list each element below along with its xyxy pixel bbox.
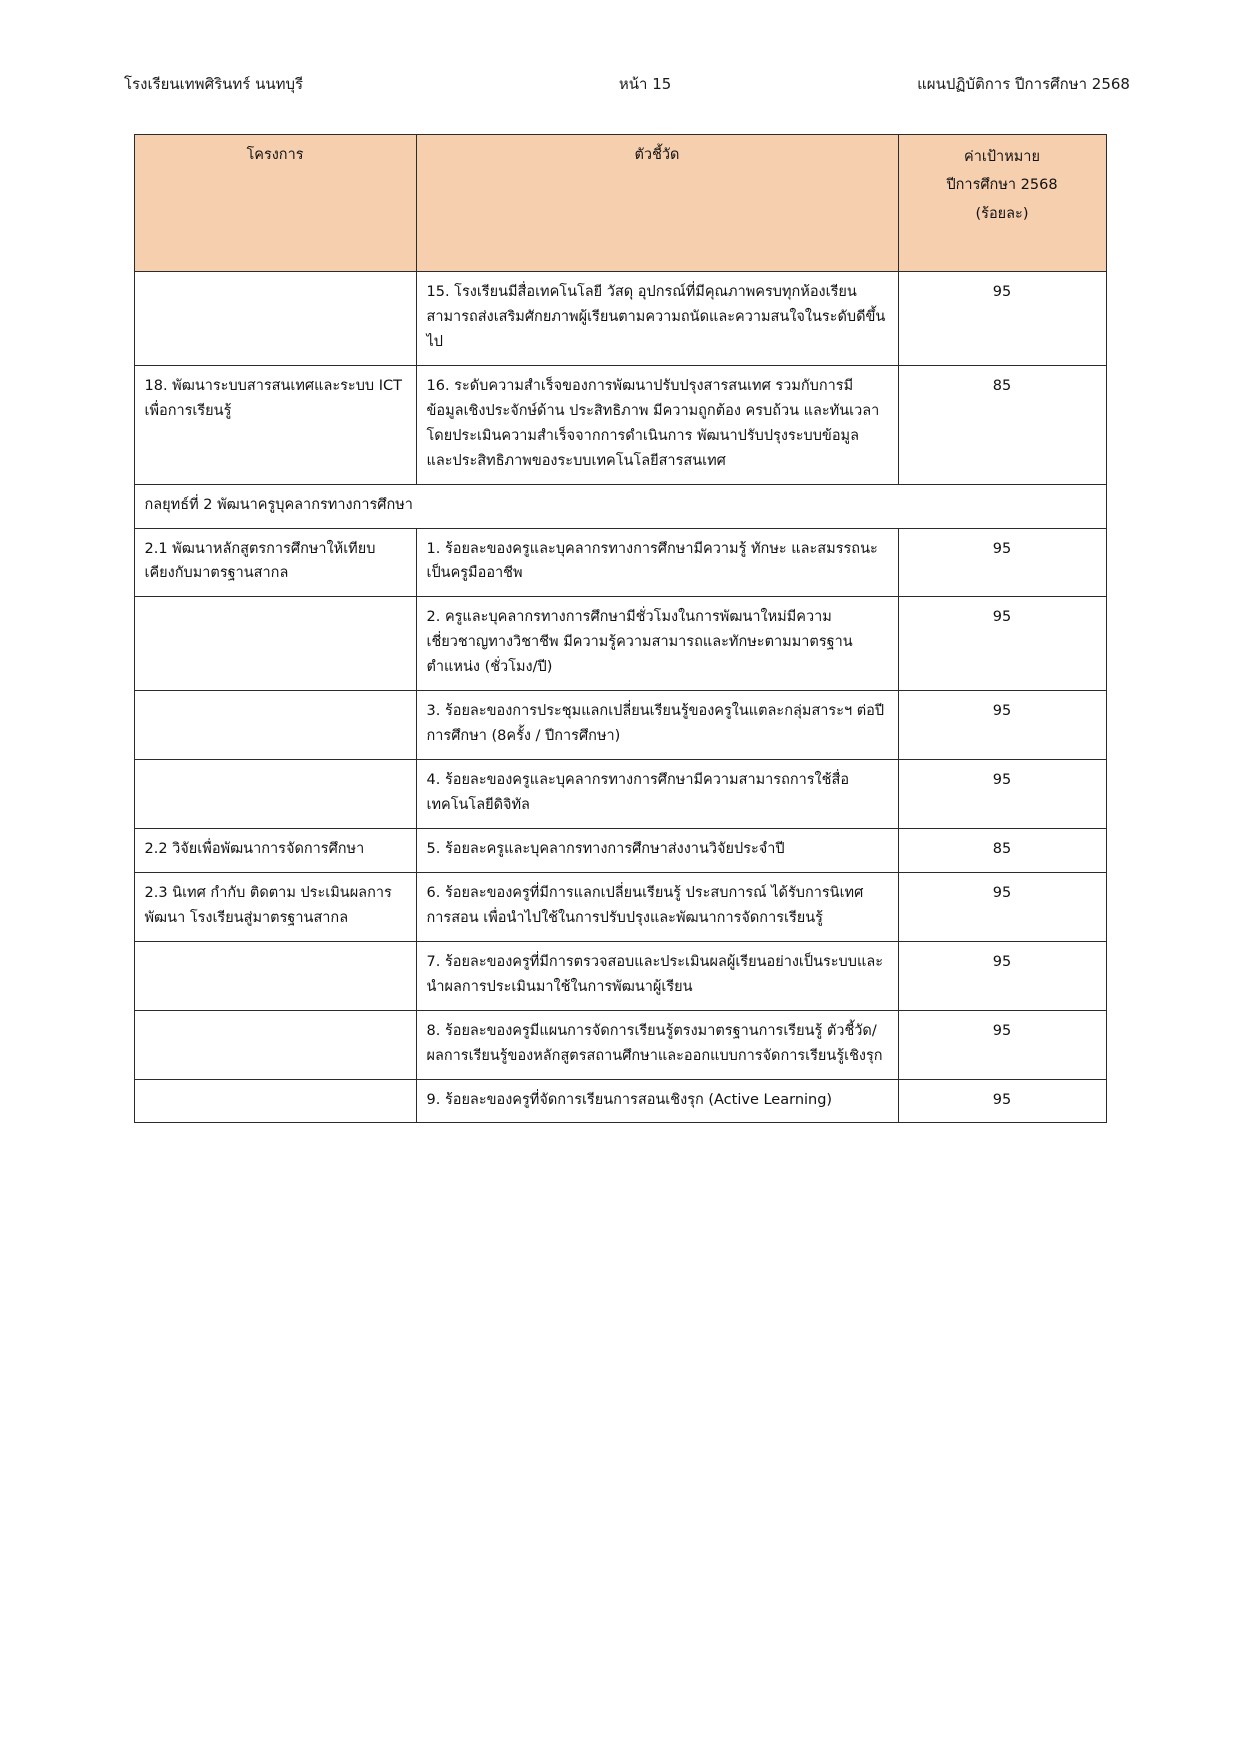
cell-indicator: 16. ระดับความสำเร็จของการพัฒนาปรับปรุงสารสนเทศ รวมกับการมีข้อมูลเชิงประจักษ์ด้าน ประสิทธิภาพ มีความถูกต้อง ครบถ้วน และทันเวลา โดยประเมินความสำเร็จจากการดำเนินการ พัฒนาปรับปรุงระบบข้อมูล และประสิทธิภาพของระบบเทคโนโลยีสารสนเทศ [416, 365, 898, 484]
cell-target: 95 [898, 760, 1106, 829]
cell-target: 95 [898, 872, 1106, 941]
table-row [134, 1010, 1106, 1079]
cell-target: 95 [898, 528, 1106, 597]
page-header [96, 72, 1144, 96]
cell-indicator: 6. ร้อยละของครูที่มีการแลกเปลี่ยนเรียนรู้ ประสบการณ์ ได้รับการนิเทศการสอน เพื่อนำไปใช้ในการปรับปรุงและพัฒนาการจัดการเรียนรู้ [416, 872, 898, 941]
cell-project [134, 760, 416, 829]
cell-project [134, 691, 416, 760]
cell-target: 95 [898, 1079, 1106, 1123]
cell-project: 18. พัฒนาระบบสารสนเทศและระบบ ICT เพื่อการเรียนรู้ [134, 365, 416, 484]
cell-indicator: 1. ร้อยละของครูและบุคลากรทางการศึกษามีความรู้ ทักษะ และสมรรถนะเป็นครูมืออาชีพ [416, 528, 898, 597]
cell-indicator: 3. ร้อยละของการประชุมแลกเปลี่ยนเรียนรู้ของครูในแตละกลุ่มสาระฯ ต่อปีการศึกษา (8ครั้ง / ปีการศึกษา) [416, 691, 898, 760]
cell-project [134, 941, 416, 1010]
cell-indicator: 9. ร้อยละของครูที่จัดการเรียนการสอนเชิงรุก (Active Learning) [416, 1079, 898, 1123]
cell-indicator: 4. ร้อยละของครูและบุคลากรทางการศึกษามีความสามารถการใช้สื่อเทคโนโลยีดิจิทัล [416, 760, 898, 829]
table-row [134, 528, 1106, 597]
table-row [134, 941, 1106, 1010]
cell-indicator: 5. ร้อยละครูและบุคลากรทางการศึกษาส่งงานวิจัยประจำปี [416, 828, 898, 872]
cell-indicator: 2. ครูและบุคลากรทางการศึกษามีชั่วโมงในการพัฒนาใหม่มีความเชี่ยวชาญทางวิชาชีพ มีความรู้ความสามารถและทักษะตามมาตรฐานตำแหน่ง (ชั่วโมง/ปี) [416, 597, 898, 691]
cell-project: 2.2 วิจัยเพื่อพัฒนาการจัดการศึกษา [134, 828, 416, 872]
strategy-heading-row [134, 484, 1106, 528]
column-header-target [898, 135, 1106, 272]
cell-project [134, 1010, 416, 1079]
document-title: แผนปฏิบัติการ ปีการศึกษา 2568 [917, 75, 1130, 93]
strategy-heading: กลยุทธ์ที่ 2 พัฒนาครูบุคลากรทางการศึกษา [134, 484, 1106, 528]
table-row [134, 365, 1106, 484]
table-row [134, 1079, 1106, 1123]
cell-indicator: 8. ร้อยละของครูมีแผนการจัดการเรียนรู้ตรงมาตรฐานการเรียนรู้ ตัวชี้วัด/ผลการเรียนรู้ของหลักสูตรสถานศึกษาและออกแบบการจัดการเรียนรู้เชิงรุก [416, 1010, 898, 1079]
cell-target: 85 [898, 828, 1106, 872]
target-header-line-2: ปีการศึกษา 2568 [946, 177, 1058, 194]
cell-indicator: 15. โรงเรียนมีสื่อเทคโนโลยี วัสดุ อุปกรณ์ที่มีคุณภาพครบทุกห้องเรียนสามารถส่งเสริมศักยภาพผู้เรียนตามความถนัดและความสนใจในระดับดีขึ้นไป [416, 272, 898, 366]
table-row [134, 760, 1106, 829]
table-header-row [134, 135, 1106, 272]
school-name: โรงเรียนเทพศิรินทร์ นนทบุรี [124, 75, 304, 93]
cell-project [134, 1079, 416, 1123]
cell-target: 95 [898, 1010, 1106, 1079]
table-row [134, 828, 1106, 872]
target-header-line-1: ค่าเป้าหมาย [964, 149, 1040, 165]
cell-target: 85 [898, 365, 1106, 484]
table-row [134, 872, 1106, 941]
cell-project [134, 597, 416, 691]
target-header-line-3: (ร้อยละ) [975, 205, 1029, 222]
cell-target: 95 [898, 691, 1106, 760]
cell-target: 95 [898, 941, 1106, 1010]
column-header-indicator: ตัวชี้วัด [416, 135, 898, 272]
column-header-project: โครงการ [134, 135, 416, 272]
action-plan-table [134, 134, 1107, 1123]
cell-project: 2.3 นิเทศ กำกับ ติดตาม ประเมินผลการพัฒนา โรงเรียนสู่มาตรฐานสากล [134, 872, 416, 941]
cell-indicator: 7. ร้อยละของครูที่มีการตรวจสอบและประเมินผลผู้เรียนอย่างเป็นระบบและนำผลการประเมินมาใช้ในการพัฒนาผู้เรียน [416, 941, 898, 1010]
cell-target: 95 [898, 597, 1106, 691]
cell-project: 2.1 พัฒนาหลักสูตรการศึกษาให้เทียบเคียงกับมาตรฐานสากล [134, 528, 416, 597]
table-row [134, 691, 1106, 760]
cell-project [134, 272, 416, 366]
table-row [134, 597, 1106, 691]
table-row [134, 272, 1106, 366]
page-number: หน้า 15 [618, 75, 672, 93]
cell-target: 95 [898, 272, 1106, 366]
